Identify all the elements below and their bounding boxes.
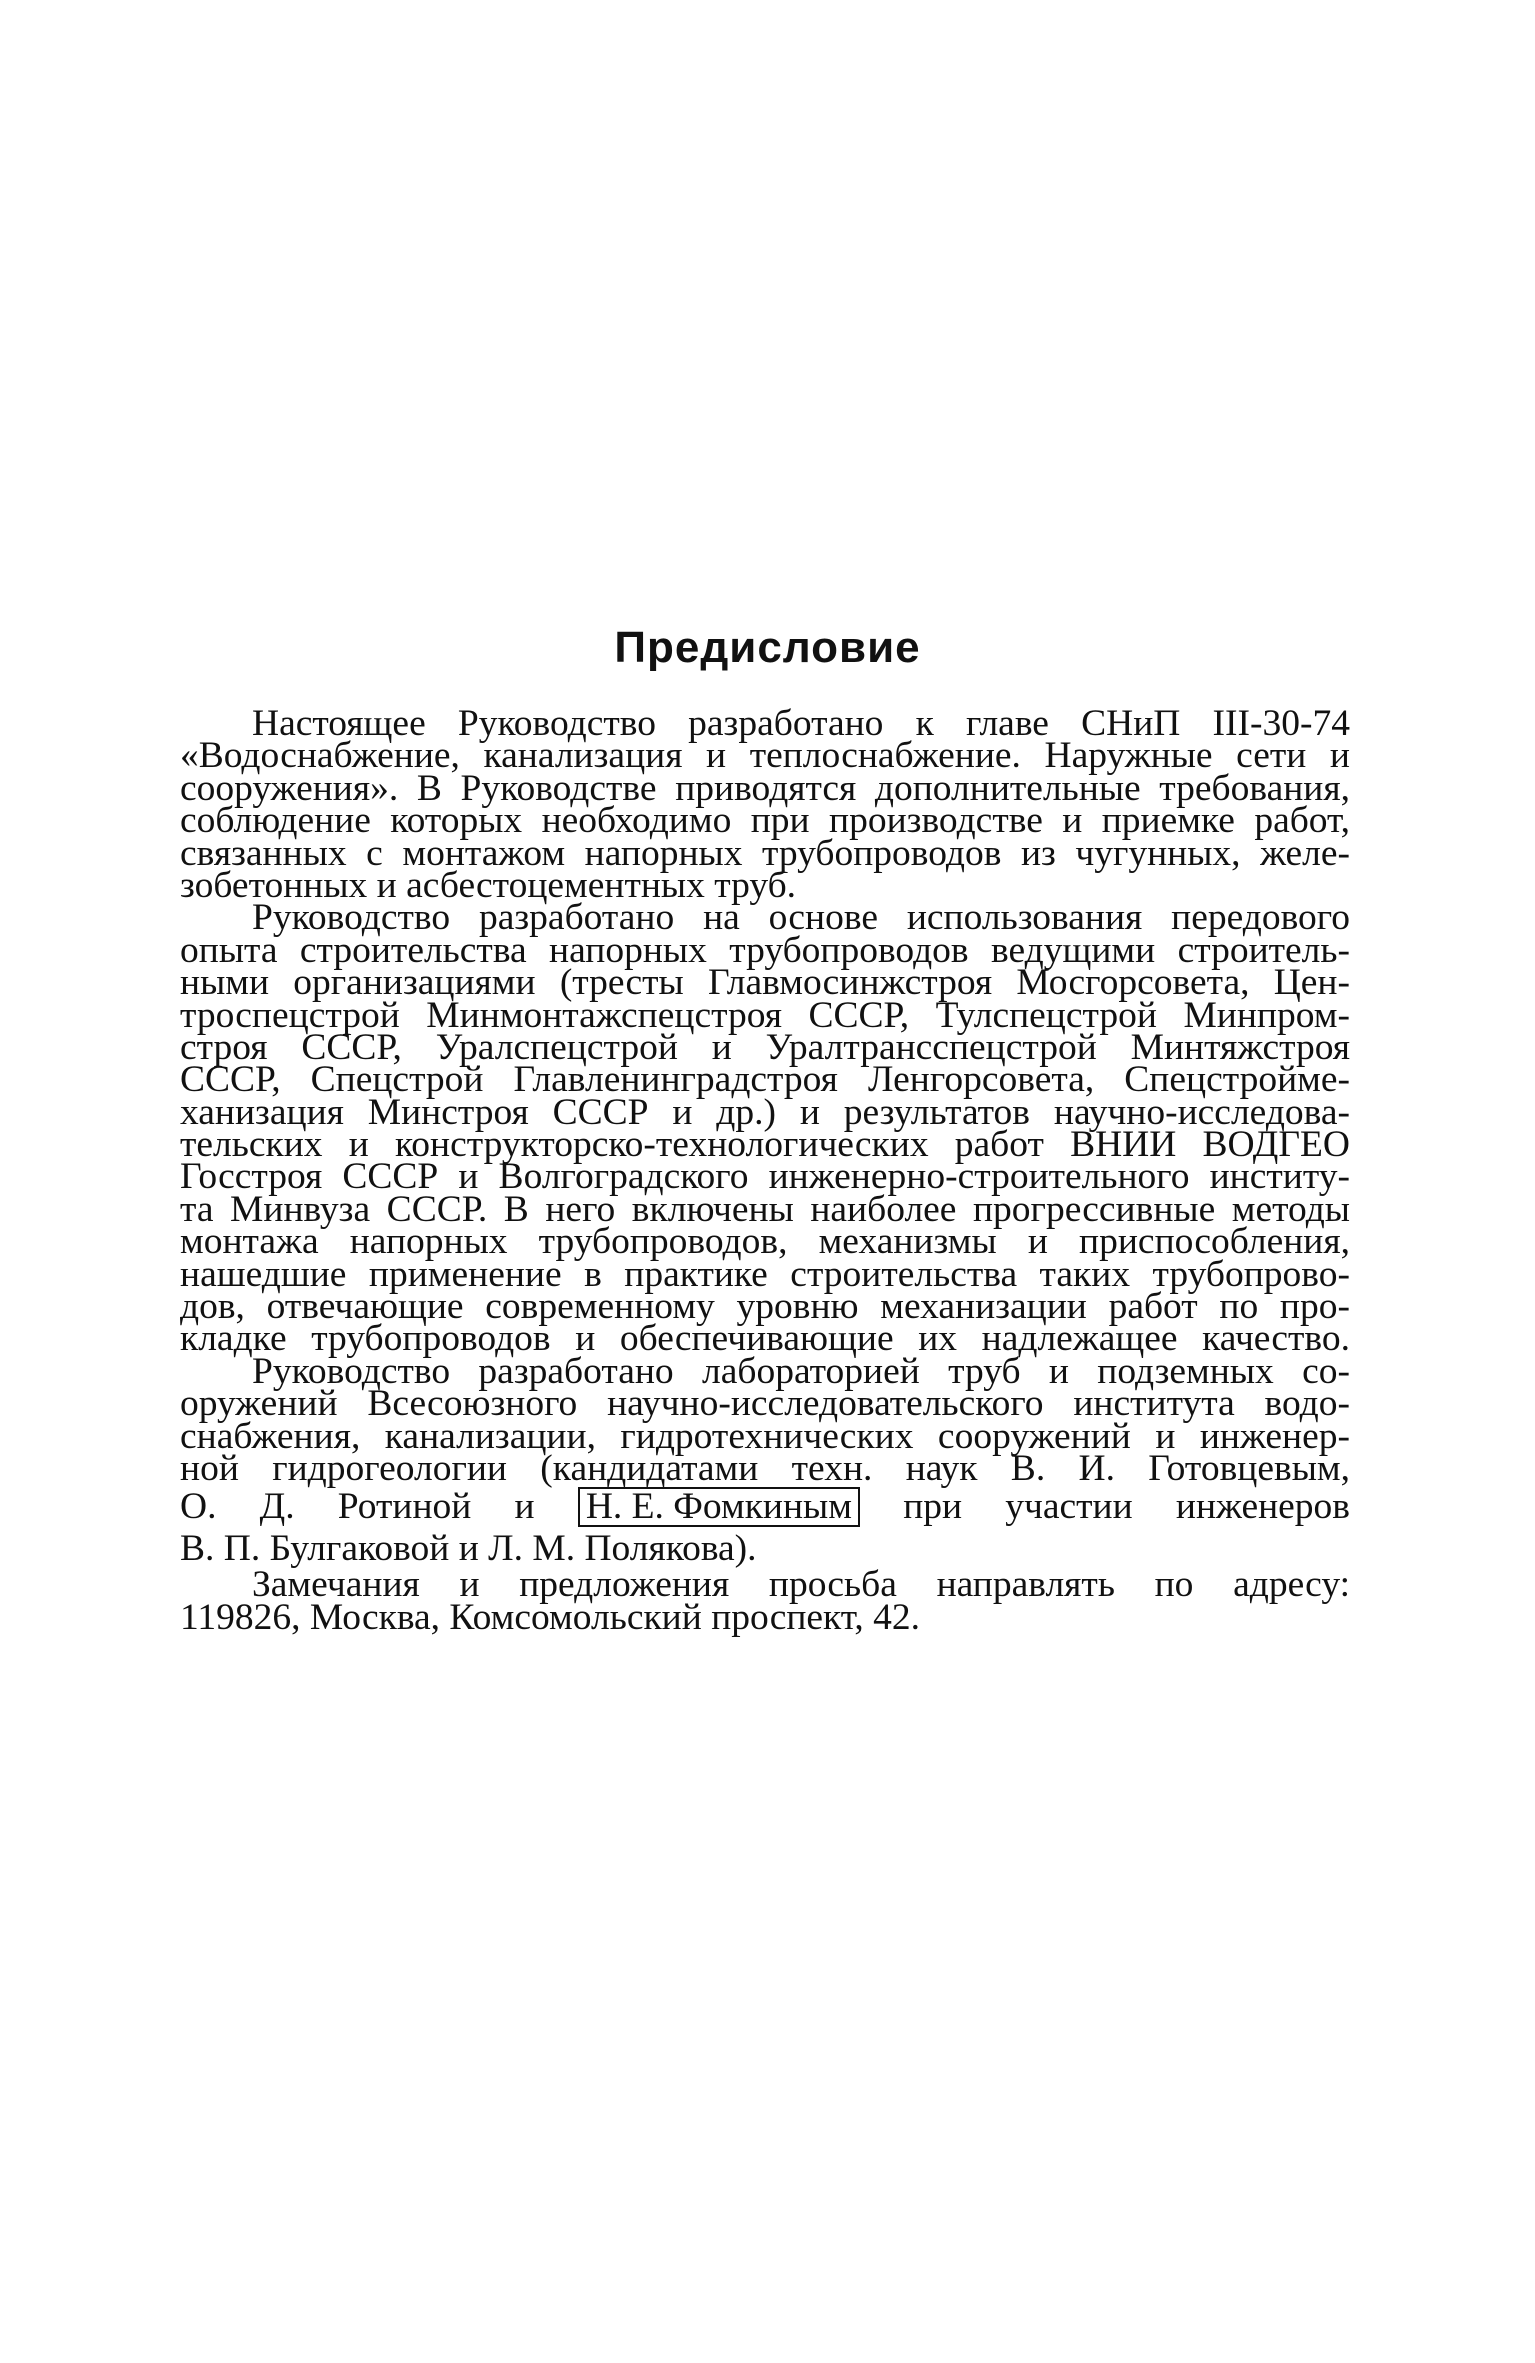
authors-segment: О. Д. Ротиной и <box>180 1486 535 1528</box>
text-line: Госстроя СССР и Волгоградского инженерно-строительного институ- <box>180 1156 1350 1198</box>
text-line: нашедшие применение в практике строительства таких трубопрово- <box>180 1253 1350 1295</box>
text-line: зобетонных и асбестоцементных труб. <box>180 864 797 906</box>
text-line: Замечания и предложения просьба направлять по адресу: <box>252 1564 1350 1606</box>
text-line: опыта строительства напорных трубопроводов ведущими строитель- <box>180 929 1350 971</box>
text-line: соблюдение которых необходимо при производстве и приемке работ, <box>180 800 1350 842</box>
text-line: снабжения, канализации, гидротехнических сооружений и инженер- <box>180 1415 1350 1457</box>
text-line-with-boxed-name <box>180 1485 1350 1529</box>
text-line: тельских и конструкторско-технологических работ ВНИИ ВОДГЕО <box>180 1124 1350 1166</box>
text-line: «Водоснабжение, канализация и теплоснабжение. Наружные сети и <box>180 735 1350 777</box>
text-line: В. П. Булгаковой и Л. М. Полякова). <box>180 1528 757 1570</box>
boxed-author-name: Н. Е. Фомкиным <box>578 1487 860 1527</box>
text-line: Настоящее Руководство разработано к главе СНиП III-30-74 <box>252 703 1350 744</box>
paragraph-3 <box>180 1350 1351 1570</box>
paragraph-1 <box>180 703 1350 906</box>
address-line: 119826, Москва, Комсомольский проспект, 42. <box>180 1596 920 1638</box>
text-line: связанных с монтажом напорных трубопроводов из чугунных, желе- <box>180 832 1350 874</box>
text-line: троспецстрой Минмонтажспецстроя СССР, Тулспецстрой Минпром- <box>180 994 1350 1036</box>
text-line: СССР, Спецстрой Главленинградстроя Ленгорсовета, Спецстройме- <box>180 1059 1350 1101</box>
text-line: строя СССР, Уралспецстрой и Уралтрансспецстрой Минтяжстроя <box>180 1026 1350 1068</box>
text-line: Руководство разработано на основе использования передового <box>252 897 1350 939</box>
text-line: та Минвуза СССР. В него включены наиболее прогрессивные методы <box>180 1188 1350 1230</box>
text-line: дов, отвечающие современному уровню механизации работ по про- <box>180 1286 1350 1328</box>
preface-body <box>180 703 1351 1638</box>
text-line: кладке трубопроводов и обеспечивающие их надлежащее качество. <box>180 1318 1350 1360</box>
text-line: оружений Всесоюзного научно-исследовательского института водо- <box>180 1383 1350 1425</box>
text-line: Руководство разработано лабораторией труб и подземных со- <box>252 1350 1350 1392</box>
paragraph-4 <box>180 1564 1350 1638</box>
page-title: Предисловие <box>614 623 921 672</box>
paragraph-2 <box>180 897 1350 1360</box>
text-line: ной гидрогеологии (кандидатами техн. наук В. И. Готовцевым, <box>180 1447 1350 1489</box>
text-line: сооружения». В Руководстве приводятся дополнительные требования, <box>180 767 1350 809</box>
text-line: монтажа напорных трубопроводов, механизмы и приспособления, <box>180 1221 1350 1263</box>
text-line: ными организациями (тресты Главмосинжстроя Мосгорсовета, Цен- <box>180 962 1350 1004</box>
authors-segment-end: при участии инженеров <box>903 1486 1351 1528</box>
text-line: ханизация Минстроя СССР и др.) и результатов научно-исследова- <box>180 1091 1350 1133</box>
